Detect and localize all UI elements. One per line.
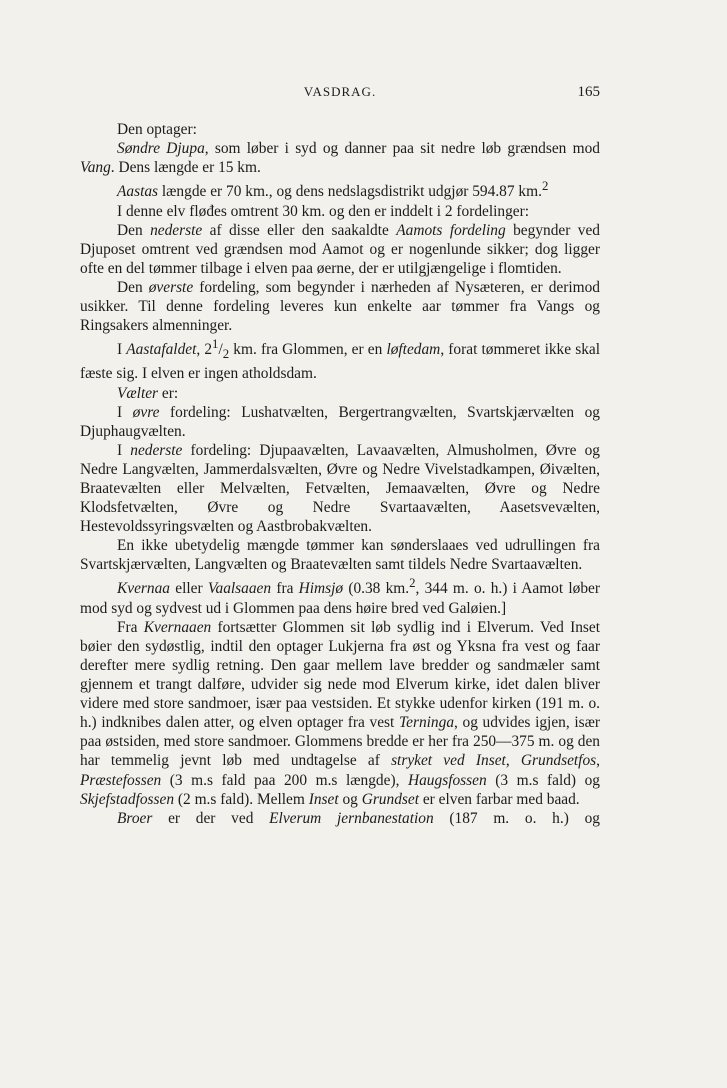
italic-term: Vælter: [117, 384, 159, 402]
italic-term: Præstefossen: [80, 771, 162, 789]
paragraph: Den nederste af disse eller den saakaldte Aamots fordeling begynder ved Djuposet omtrent ved grændsen mod Aamot og er nogenlunde sikker; dog ligger ofte en del tømmer tilbage i elven paa øerne, der er utilgjængelige i flomtiden.: [80, 221, 600, 277]
paragraph: Søndre Djupa, som løber i syd og danner paa sit nedre løb grændsen mod Vang. Dens længde er 15 km.: [80, 140, 600, 177]
italic-term: Inset: [308, 790, 339, 808]
italic-term: Vang: [80, 159, 111, 177]
italic-term: Grundsetfos: [520, 752, 597, 770]
paragraph: Vælter er:: [117, 384, 179, 402]
paragraph: I denne elv fløđes omtrent 30 km. og den er inddelt i 2 fordelinger:: [117, 202, 530, 220]
paragraph: Fra Kvernaaen fortsætter Glommen sit løb sydlig ind i Elverum. Ved Inset bøier den sydøstlig, indtil den optager Lukjerna fra øst og Yksna fra vest og faar derefter mere sydlig retning. Den gaar mellem lave bredder og sandmæler samt gjennem et trangt dalføre, udvider sig nede mod Elverum kirke, idet dalen bliver videre med store sandmoer, især paa vestsiden. Et stykke udenfor kirken (191 m. o. h.) indknibes dalen atter, og elven optager fra vest Terninga, og udvides igjen, især paa østsiden, med store sandmoer. Glommens bredde er her fra 250—375 m. og den har temmelig jevnt løb med undtagelse af stryket ved Inset, Grundsetfos, Præstefossen (3 m.s fald paa 200 m.s længde), Haugsfossen (3 m.s fald) og Skjefstadfossen (2 m.s fald). Mellem Inset og Grundset er elven farbar med baad.: [80, 618, 600, 808]
italic-term: Aastafaldet: [126, 341, 197, 359]
paragraph: En ikke ubetydelig mængde tømmer kan sønderslaaes ved udrullingen fra Svartskjærvælten, Langvælten og Braatevælten samt tildels Nedre Svartaavælten.: [80, 537, 600, 574]
italic-term: nederste: [150, 221, 203, 239]
paragraph: I nederste fordeling: Djupaavælten, Lavaavælten, Almusholmen, Øvre og Nedre Langvælten, Jammerdalsvælten, Øvre og Nedre Vivelstadkampen, Øivælten, Braatevælten eller Melvælten, Fetvælten, Jemaavælten, Øvre og Nedre Klodsfetvælten, Øvre og Nedre Svartaavælten, Aasetsvevælten, Hestevoldssyringsvælten og Aastbrobakvælten.: [80, 441, 600, 536]
paragraph: Broer er der ved Elverum jernbanestation (187 m. o. h.) og: [117, 809, 600, 827]
italic-term: Aamots fordeling: [396, 221, 506, 239]
italic-term: øvre: [132, 403, 160, 421]
italic-term: Himsjø: [298, 580, 344, 598]
paragraph: Aastas længde er 70 km., og dens nedslagsdistrikt udgjør 594.87 km.$^2$: [117, 179, 549, 201]
body-text: [80, 120, 600, 828]
italic-term: Terninga: [398, 714, 455, 732]
paragraph: Den øverste fordeling, som begynder i nærheden af Nysæteren, er derimod usikker. Til denne fordeling leveres kun enkelte aar tømmer fra Vangs og Ringsakers almenninger.: [80, 278, 600, 335]
italic-term: Vaalsaaen: [207, 580, 272, 598]
italic-term: Elverum jernbanestation: [269, 809, 434, 827]
page-number: 165: [577, 84, 600, 100]
paragraph: Den optager:: [117, 121, 197, 138]
paragraph: Kvernaa eller Vaalsaaen fra Himsjø (0.38 km.$^2$, 344 m. o. h.) i Aamot løber mod syd og sydvest ud i Glommen paa dens høire bred ved Galøien.]: [80, 576, 600, 617]
italic-term: Søndre Djupa: [117, 140, 205, 158]
italic-term: Grundset: [361, 790, 419, 808]
italic-term: nederste: [130, 441, 183, 459]
italic-term: Aastas: [117, 183, 159, 201]
paragraph: I øvre fordeling: Lushatvælten, Bergertrangvælten, Svartskjærvælten og Djuphaugvælten.: [80, 403, 600, 440]
italic-term: løftedam: [386, 341, 441, 359]
superscript: 2: [409, 576, 416, 591]
superscript: 1: [212, 337, 219, 352]
italic-term: stryket ved Inset: [391, 752, 506, 770]
italic-term: Kvernaaen: [143, 618, 212, 636]
page-header: [80, 84, 600, 104]
italic-term: Haugsfossen: [408, 771, 487, 789]
superscript: 2: [541, 179, 549, 194]
running-title: VASDRAG.: [303, 84, 377, 99]
italic-term: øverste: [148, 278, 194, 296]
paragraph: I Aastafaldet, $2^1/_2$ km. fra Glommen, er en løftedam, forat tømmeret ikke skal fæste sig. I elven er ingen atholdsdam.: [80, 337, 600, 383]
italic-term: Skjefstadfossen: [80, 790, 175, 808]
italic-term: Broer: [117, 809, 153, 827]
italic-term: Kvernaa: [117, 580, 171, 598]
subscript: 2: [222, 347, 230, 362]
